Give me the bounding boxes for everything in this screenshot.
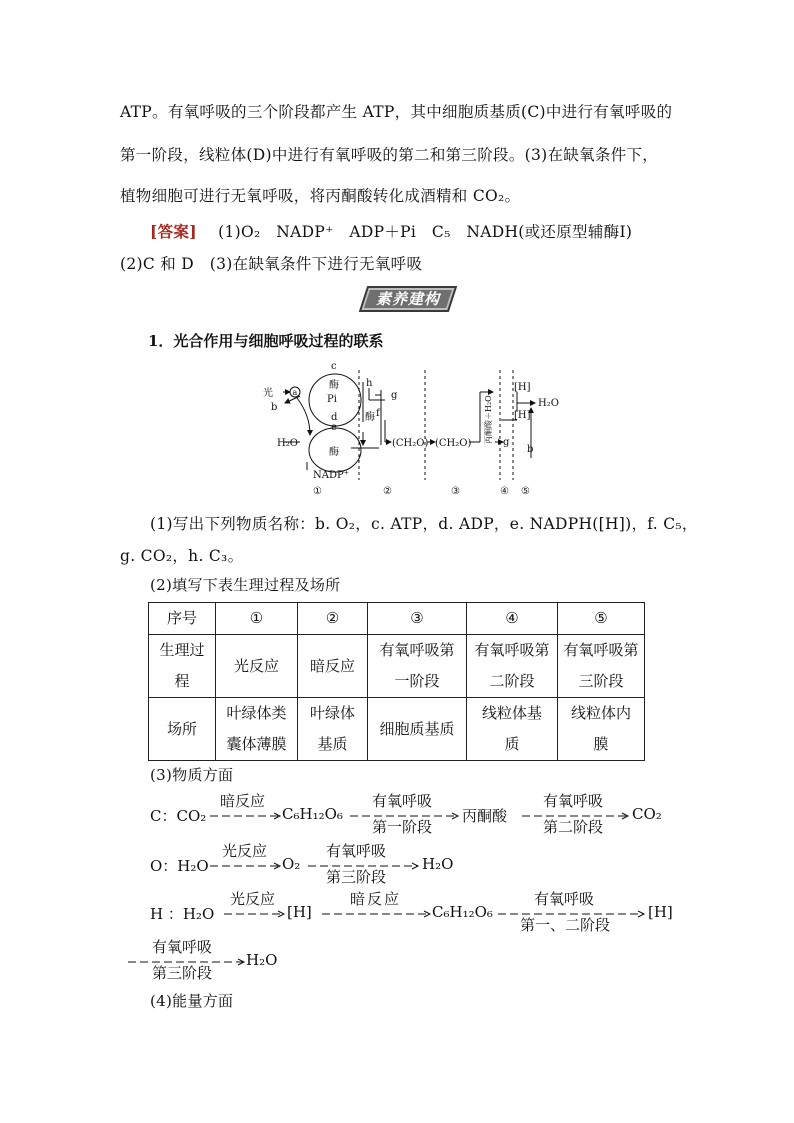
table-cell: 光反应 bbox=[216, 635, 298, 698]
table-cell: 线粒体基质 bbox=[467, 698, 558, 761]
label-f: f bbox=[376, 408, 380, 419]
hydrogen-product-3: [H] bbox=[648, 903, 673, 921]
label-enzyme-2: 酶 bbox=[329, 447, 339, 458]
hydrogen-product-1: [H] bbox=[287, 903, 312, 921]
label-pyruvate: 丙酮酸＋H₂O bbox=[484, 395, 493, 444]
answer-tag: [答案] bbox=[150, 222, 197, 241]
table-cell: 叶绿体类囊体薄膜 bbox=[216, 698, 298, 761]
oxygen-arrow-2-label-top: 有氧呼吸 bbox=[326, 842, 387, 860]
label-d: d bbox=[331, 412, 338, 423]
table-cell: ④ bbox=[467, 603, 558, 635]
oxygen-equation bbox=[150, 840, 550, 890]
section-banner bbox=[363, 286, 453, 312]
label-n2: ② bbox=[383, 486, 392, 497]
oxygen-product-2: H₂O bbox=[422, 855, 454, 873]
carbon-arrow-2-label-bottom: 第一阶段 bbox=[372, 818, 433, 836]
label-nadp: NADP⁺ bbox=[313, 470, 349, 481]
table-cell: ② bbox=[298, 603, 368, 635]
table-cell: 场所 bbox=[149, 698, 216, 761]
hydrogen-prefix: H ：H₂O bbox=[150, 905, 215, 923]
label-g-2: g bbox=[503, 437, 510, 448]
section-1-title: 1．光合作用与细胞呼吸过程的联系 bbox=[148, 332, 384, 350]
carbon-prefix: C：CO₂ bbox=[150, 807, 207, 825]
carbon-product-3: CO₂ bbox=[632, 805, 662, 823]
table-cell: 线粒体内膜 bbox=[558, 698, 645, 761]
table-cell: ⑤ bbox=[558, 603, 645, 635]
table-cell: 细胞质基质 bbox=[368, 698, 467, 761]
table-row bbox=[149, 603, 645, 635]
table-cell: ① bbox=[216, 603, 298, 635]
q1-line-2: g. CO₂，h. C₃。 bbox=[120, 547, 244, 565]
table-cell: 有氧呼吸第一阶段 bbox=[368, 635, 467, 698]
hydrogen-product-2: C₆H₁₂O₆ bbox=[432, 903, 493, 921]
table-row bbox=[149, 698, 645, 761]
hydrogen-equation bbox=[150, 888, 690, 938]
oxygen-arrow-2-label-bottom: 第三阶段 bbox=[326, 868, 387, 886]
label-c: c bbox=[331, 361, 337, 372]
carbon-arrow-1-label: 暗反应 bbox=[220, 792, 266, 810]
label-n1: ① bbox=[313, 486, 322, 497]
label-e-1: e bbox=[331, 422, 337, 433]
label-g-1: g bbox=[391, 390, 398, 401]
hydrogen-arrow-3-label-top: 有氧呼吸 bbox=[534, 890, 595, 908]
paragraph-line-3: 植物细胞可进行无氧呼吸，将丙酮酸转化成酒精和 CO₂。 bbox=[120, 187, 521, 205]
hydrogen-arrow-4-label-bottom: 第三阶段 bbox=[152, 964, 213, 982]
q3-title: (3)物质方面 bbox=[150, 766, 234, 784]
label-n3: ③ bbox=[451, 486, 460, 497]
label-ch2o-2: (CH₂O) bbox=[435, 438, 472, 449]
banner-text: 素养建构 bbox=[375, 290, 440, 308]
label-hh-1: [H] bbox=[514, 382, 531, 393]
q2-title: (2)填写下表生理过程及场所 bbox=[150, 576, 341, 594]
paragraph-line-1: ATP。有氧呼吸的三个阶段都产生 ATP，其中细胞质基质(C)中进行有氧呼吸的 bbox=[120, 103, 673, 121]
hydrogen-arrow-1-label: 光反应 bbox=[230, 890, 276, 908]
hydrogen-arrow-4-label-top: 有氧呼吸 bbox=[152, 938, 213, 956]
paragraph-line-2: 第一阶段，线粒体(D)中进行有氧呼吸的第二和第三阶段。(3)在缺氧条件下， bbox=[120, 146, 659, 164]
label-b: b bbox=[271, 402, 278, 413]
answer-line-1 bbox=[150, 220, 632, 242]
label-n4: ④ bbox=[500, 486, 509, 497]
process-table bbox=[148, 602, 645, 761]
q1-line-1: (1)写出下列物质名称：b. O₂，c. ATP，d. ADP，e. NADPH([H])，f. C₅， bbox=[150, 515, 698, 533]
carbon-equation bbox=[150, 790, 690, 840]
oxygen-product-1: O₂ bbox=[282, 855, 301, 873]
table-cell: 序号 bbox=[149, 603, 216, 635]
carbon-arrow-3-label-bottom: 第二阶段 bbox=[543, 818, 604, 836]
table-row bbox=[149, 635, 645, 698]
label-light: 光 bbox=[263, 388, 273, 399]
label-h2o: H₂O bbox=[277, 438, 298, 449]
q4-title: (4)能量方面 bbox=[150, 992, 234, 1010]
label-hh-2: [H] bbox=[514, 410, 531, 421]
table-cell: ③ bbox=[368, 603, 467, 635]
hydrogen-product-4: H₂O bbox=[246, 951, 278, 969]
label-b-2: b bbox=[527, 444, 534, 455]
table-cell: 有氧呼吸第二阶段 bbox=[467, 635, 558, 698]
carbon-product-2: 丙酮酸 bbox=[462, 807, 508, 825]
hydrogen-arrow-2-label: 暗反应 bbox=[350, 890, 402, 908]
label-enzyme-1: 酶 bbox=[329, 380, 339, 391]
label-enzyme-3: 酶 bbox=[365, 412, 375, 423]
table-cell: 暗反应 bbox=[298, 635, 368, 698]
label-ch2o-1: (CH₂O) bbox=[392, 438, 429, 449]
answer-text-1: (1)O₂ NADP⁺ ADP＋Pi C₅ NADH(或还原型辅酶Ⅰ) bbox=[218, 223, 633, 241]
hydrogen-equation-cont bbox=[128, 936, 348, 986]
metabolism-diagram bbox=[255, 361, 575, 505]
table-cell: 叶绿体基质 bbox=[298, 698, 368, 761]
oxygen-arrow-1-label: 光反应 bbox=[222, 842, 268, 860]
answer-line-2: (2)C 和 D (3)在缺氧条件下进行无氧呼吸 bbox=[120, 255, 423, 273]
label-h: h bbox=[366, 378, 373, 389]
carbon-product-1: C₆H₁₂O₆ bbox=[282, 805, 343, 823]
label-h2o-2: H₂O bbox=[538, 398, 559, 409]
hydrogen-arrow-3-label-bottom: 第一、二阶段 bbox=[520, 916, 611, 934]
carbon-arrow-3-label-top: 有氧呼吸 bbox=[543, 792, 604, 810]
label-a: a bbox=[292, 388, 298, 397]
table-cell: 生理过程 bbox=[149, 635, 216, 698]
table-cell: 有氧呼吸第三阶段 bbox=[558, 635, 645, 698]
label-n5: ⑤ bbox=[521, 486, 530, 497]
label-pi: Pi bbox=[327, 394, 337, 405]
carbon-arrow-2-label-top: 有氧呼吸 bbox=[372, 792, 433, 810]
oxygen-prefix: O：H₂O bbox=[150, 857, 209, 875]
